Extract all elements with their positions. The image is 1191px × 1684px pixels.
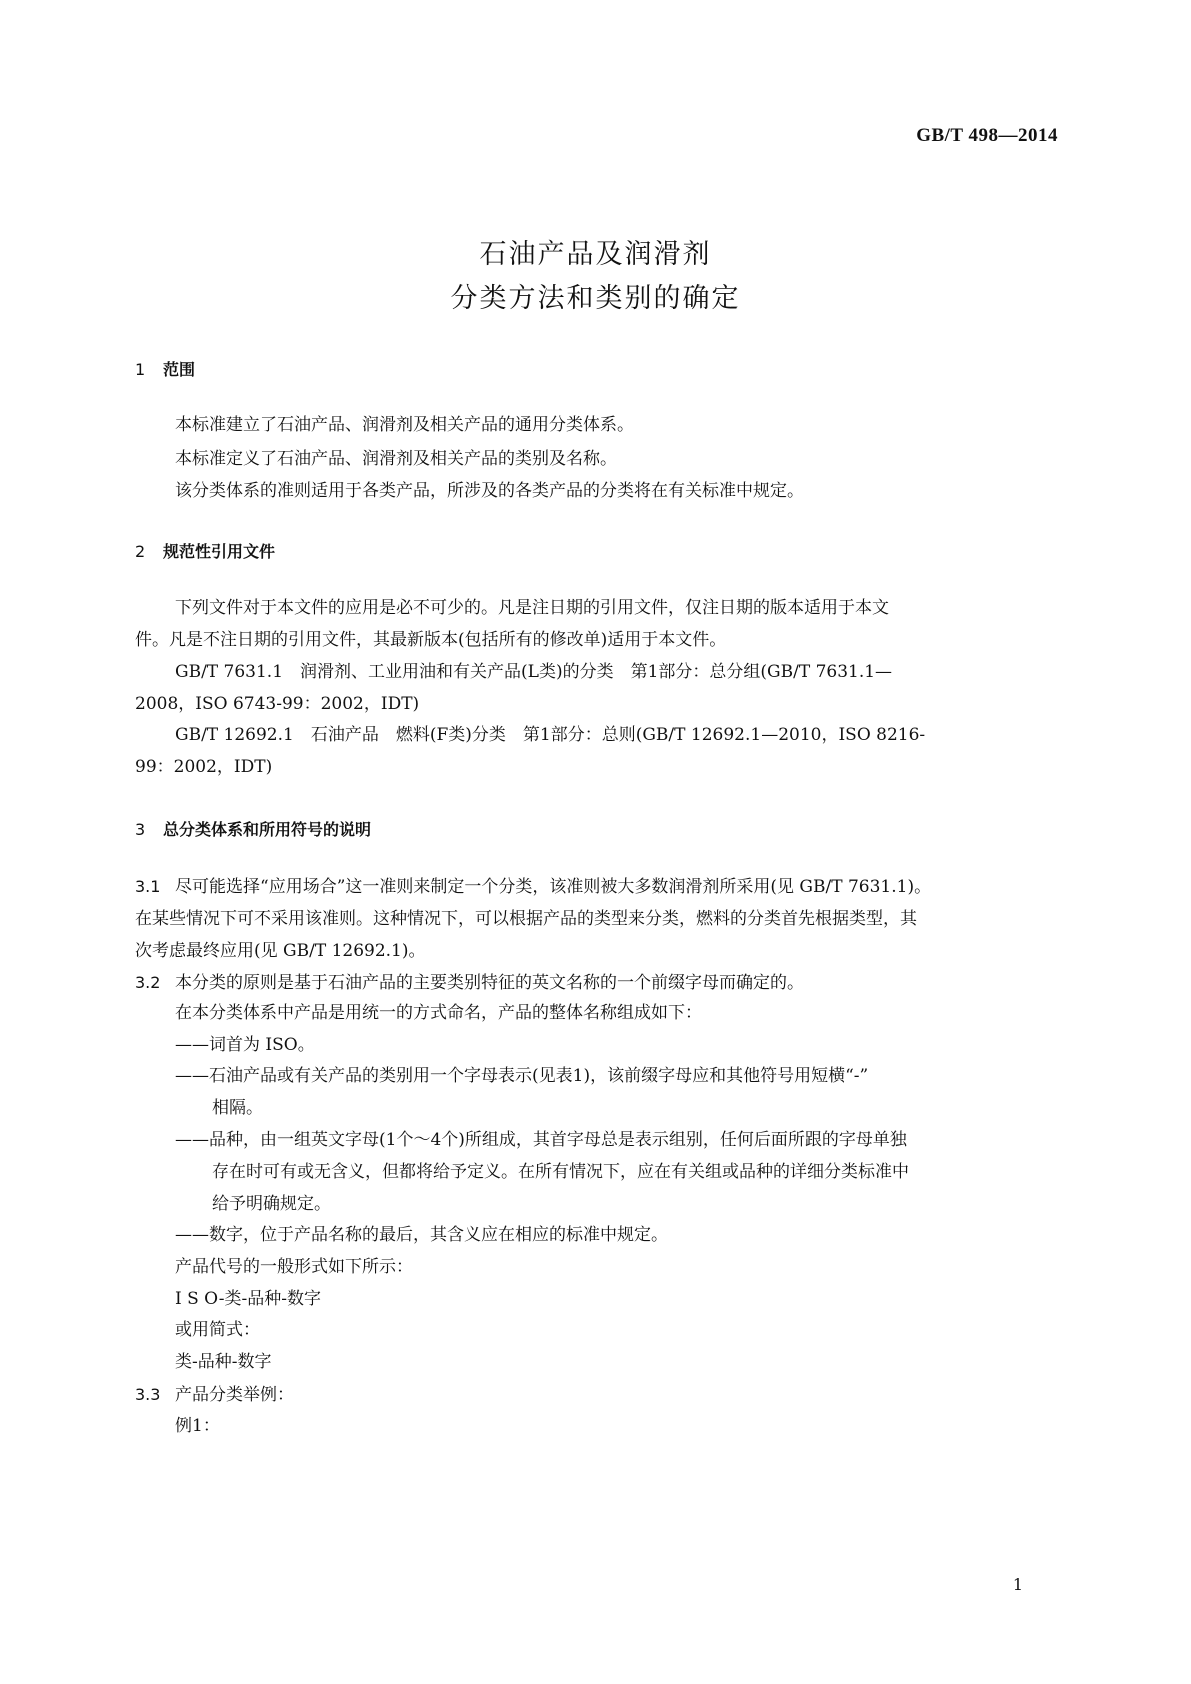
document-title-line2: 分类方法和类别的确定 — [450, 283, 741, 314]
code-format: I S O-类-品种-数字 — [175, 1289, 321, 1309]
clause-number: 3.3 — [135, 1385, 161, 1404]
page-number: 1 — [1012, 1575, 1023, 1594]
section-3-heading — [135, 817, 371, 840]
clause-text: 产品分类举例： — [175, 1385, 294, 1405]
clause-3-2 — [135, 966, 804, 1000]
standard-code: GB/T 498—2014 — [916, 125, 1058, 146]
paragraph: 该分类体系的准则适用于各类产品，所涉及的各类产品的分类将在有关标准中规定。 — [175, 481, 804, 501]
dash-list-item-cont: 相隔。 — [212, 1098, 263, 1118]
example-label: 例1： — [175, 1416, 220, 1436]
paragraph: 件。凡是不注日期的引用文件，其最新版本(包括所有的修改单)适用于本文件。 — [135, 630, 727, 650]
section-title: 总分类体系和所用符号的说明 — [163, 820, 372, 839]
normative-reference: GB/T 7631.1 润滑剂、工业用油和有关产品(L类)的分类 第1部分：总分组(GB/T 7631.1— — [175, 662, 893, 682]
normative-reference: GB/T 12692.1 石油产品 燃料(F类)分类 第1部分：总则(GB/T 12692.1—2010，ISO 8216- — [175, 725, 926, 745]
section-number: 3 — [135, 820, 146, 839]
code-format-short: 类-品种-数字 — [175, 1352, 272, 1372]
dash-list-item: ——石油产品或有关产品的类别用一个字母表示(见表1)，该前缀字母应和其他符号用短横“-” — [175, 1066, 869, 1086]
section-title: 范围 — [163, 360, 196, 379]
paragraph: 在本分类体系中产品是用统一的方式命名，产品的整体名称组成如下： — [175, 1003, 702, 1023]
clause-text: 尽可能选择“应用场合”这一准则来制定一个分类，该准则被大多数润滑剂所采用(见 GB/T 7631.1)。 — [175, 877, 932, 897]
paragraph: 下列文件对于本文件的应用是必不可少的。凡是注日期的引用文件，仅注日期的版本适用于本文 — [175, 598, 889, 618]
normative-reference-cont: 2008，ISO 6743-99：2002，IDT) — [135, 694, 420, 714]
paragraph: 产品代号的一般形式如下所示： — [175, 1257, 413, 1277]
section-number: 1 — [135, 360, 146, 379]
clause-number: 3.2 — [135, 973, 161, 992]
paragraph: 本标准建立了石油产品、润滑剂及相关产品的通用分类体系。 — [175, 415, 634, 435]
dash-list-item-cont: 给予明确规定。 — [212, 1194, 331, 1214]
paragraph: 或用简式： — [175, 1320, 260, 1340]
dash-list-item: ——词首为 ISO。 — [175, 1035, 315, 1055]
dash-list-item: ——数字，位于产品名称的最后，其含义应在相应的标准中规定。 — [175, 1225, 668, 1245]
paragraph: 次考虑最终应用(见 GB/T 12692.1)。 — [135, 941, 426, 961]
normative-reference-cont: 99：2002，IDT) — [135, 757, 273, 777]
section-number: 2 — [135, 542, 146, 561]
dash-list-item: ——品种，由一组英文字母(1个～4个)所组成，其首字母总是表示组别，任何后面所跟的字母单独 — [175, 1130, 907, 1150]
clause-3-1 — [135, 870, 931, 904]
paragraph: 在某些情况下可不采用该准则。这种情况下，可以根据产品的类型来分类，燃料的分类首先根据类型，其 — [135, 909, 917, 929]
document-title-line1: 石油产品及润滑剂 — [479, 239, 712, 270]
clause-text: 本分类的原则是基于石油产品的主要类别特征的英文名称的一个前缀字母而确定的。 — [175, 973, 804, 993]
clause-3-3 — [135, 1378, 294, 1412]
section-title: 规范性引用文件 — [163, 542, 276, 561]
dash-list-item-cont: 存在时可有或无含义，但都将给予定义。在所有情况下，应在有关组或品种的详细分类标准中 — [212, 1162, 909, 1182]
paragraph: 本标准定义了石油产品、润滑剂及相关产品的类别及名称。 — [175, 449, 617, 469]
section-1-heading — [135, 357, 195, 380]
section-2-heading — [135, 539, 275, 562]
clause-number: 3.1 — [135, 877, 161, 896]
